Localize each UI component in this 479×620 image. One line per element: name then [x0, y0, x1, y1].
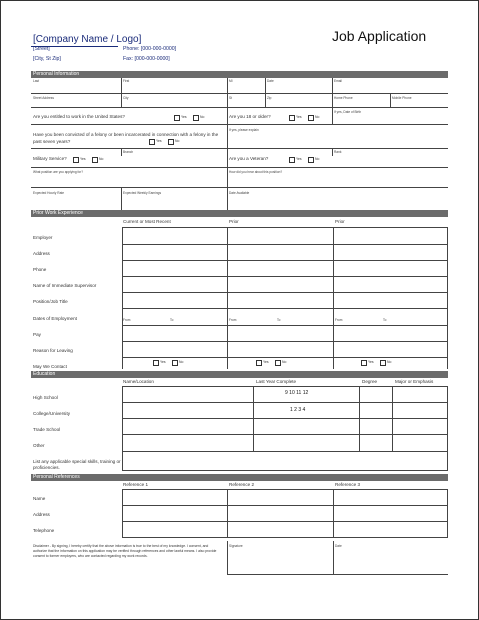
- yes-label: Yes: [368, 360, 374, 364]
- weekly-earnings-label: Expected Weekly Earnings: [123, 191, 162, 195]
- city-state-zip: [City, St Zip]: [33, 56, 61, 62]
- zip-label: Zip: [267, 96, 272, 100]
- col-major: Major or Emphasis: [395, 379, 434, 384]
- skills-label: List any applicable special skills, training or proficiencies.: [33, 459, 121, 470]
- row-phone: Phone: [33, 267, 47, 272]
- to-label: To: [170, 318, 174, 322]
- veteran-question: Are you a Veteran?: [229, 156, 269, 161]
- home-phone-label: Home Phone: [334, 96, 353, 100]
- felony-yes-checkbox[interactable]: [149, 139, 155, 145]
- row-college: College/University: [33, 411, 71, 416]
- phone: Phone: [000-000-0000]: [123, 46, 177, 52]
- position-applying-label: What position are you applying for?: [33, 170, 83, 174]
- from-label: From: [123, 318, 131, 322]
- from-label: From: [229, 318, 237, 322]
- street-address-label: Street Address: [33, 96, 54, 100]
- felony-question: Have you been convicted of a felony or been incarcerated in connection with a felony in the past seven years?: [33, 132, 219, 144]
- section-personal-information: Personal Information: [31, 71, 448, 78]
- contact-3-yes-checkbox[interactable]: [361, 360, 367, 366]
- section-education: Education: [31, 371, 448, 378]
- from-label: From: [335, 318, 343, 322]
- college-years: 1 2 3 4: [290, 407, 306, 413]
- contact-1-yes-checkbox[interactable]: [153, 360, 159, 366]
- ref-row-address: Address: [33, 512, 50, 517]
- to-label: To: [383, 318, 387, 322]
- row-trade-school: Trade School: [33, 427, 61, 432]
- hs-years: 9 10 11 12: [285, 390, 309, 396]
- company-underline: [31, 46, 118, 47]
- row-employer: Employer: [33, 235, 53, 240]
- to-label: To: [277, 318, 281, 322]
- col-prior2-header: Prior: [335, 219, 345, 224]
- footer-date-label: Date: [335, 544, 342, 548]
- yes-label: Yes: [156, 139, 162, 143]
- email-label: Email: [334, 79, 342, 83]
- no-label: No: [179, 360, 184, 364]
- no-label: No: [200, 115, 205, 119]
- row-other: Other: [33, 443, 45, 448]
- col-degree: Degree: [362, 379, 378, 384]
- yes-label: Yes: [296, 157, 302, 161]
- yes-label: Yes: [160, 360, 166, 364]
- section-prior-work-experience: Prior Work Experience: [31, 210, 448, 217]
- veteran-no-checkbox[interactable]: [308, 157, 314, 163]
- work-entitled-question: Are you entitled to work in the United States?: [33, 114, 125, 119]
- last-label: Last: [33, 79, 40, 83]
- col-last-year: Last Year Complete: [256, 379, 297, 384]
- how-heard-label: How did you hear about this position?: [229, 170, 283, 174]
- work-entitled-yes-checkbox[interactable]: [174, 115, 180, 121]
- contact-2-no-checkbox[interactable]: [275, 360, 281, 366]
- work-entitled-no-checkbox[interactable]: [193, 115, 199, 121]
- row-dates: Dates of Employment: [33, 316, 77, 321]
- city-label: City: [123, 96, 129, 100]
- expected-pay-label: Expected Hourly Rate: [33, 191, 65, 195]
- mobile-phone-label: Mobile Phone: [392, 96, 412, 100]
- age-yes-checkbox[interactable]: [289, 115, 295, 121]
- ref-row-name: Name: [33, 496, 46, 501]
- row-address: Address: [33, 251, 50, 256]
- felony-no-checkbox[interactable]: [168, 139, 174, 145]
- yes-label: Yes: [296, 115, 302, 119]
- col-name-location: Name/Location: [123, 379, 154, 384]
- contact-1-no-checkbox[interactable]: [172, 360, 178, 366]
- row-pay: Pay: [33, 332, 41, 337]
- ref-row-telephone: Telephone: [33, 528, 55, 533]
- military-no-checkbox[interactable]: [92, 157, 98, 163]
- date-available-label: Date Available: [229, 191, 250, 195]
- age-no-checkbox[interactable]: [308, 115, 314, 121]
- military-question: Military Service?: [33, 156, 67, 161]
- st-label: St: [229, 96, 233, 100]
- section-personal-references: Personal References: [31, 474, 448, 481]
- col-prior-header: Prior: [229, 219, 239, 224]
- no-label: No: [315, 157, 320, 161]
- first-label: First: [123, 79, 130, 83]
- col-reference-1: Reference 1: [123, 482, 149, 487]
- disclaimer-text: Disclaimer - By signing, I hereby certify that the above information is true to the best of my knowledge. I consent, and authorize that the information on this application may be verified through references and other lawful means. I also provide consent to former employers, who are contacted regarding my work records.: [33, 544, 217, 559]
- date-label: Date: [267, 79, 274, 83]
- col-reference-2: Reference 2: [229, 482, 255, 487]
- col-reference-3: Reference 3: [335, 482, 361, 487]
- no-label: No: [315, 115, 320, 119]
- signature-label: Signature: [229, 544, 243, 548]
- no-label: No: [99, 157, 104, 161]
- no-label: No: [282, 360, 287, 364]
- street: [Street]: [33, 46, 50, 52]
- yes-label: Yes: [263, 360, 269, 364]
- felony-explain-label: If yes, please explain: [229, 128, 259, 132]
- rank-label: Rank: [334, 150, 342, 154]
- yes-label: Yes: [181, 115, 187, 119]
- no-label: No: [175, 139, 180, 143]
- branch-label: Branch: [123, 150, 134, 154]
- row-supervisor: Name of Immediate Supervisor: [33, 283, 97, 288]
- military-yes-checkbox[interactable]: [73, 157, 79, 163]
- row-reason: Reason for Leaving: [33, 348, 73, 353]
- veteran-yes-checkbox[interactable]: [289, 157, 295, 163]
- no-label: No: [387, 360, 392, 364]
- row-position: Position/Job Title: [33, 299, 68, 304]
- contact-2-yes-checkbox[interactable]: [256, 360, 262, 366]
- contact-3-no-checkbox[interactable]: [380, 360, 386, 366]
- company-name: [Company Name / Logo]: [33, 34, 142, 45]
- page-title: Job Application: [332, 28, 427, 44]
- fax: Fax: [000-000-0000]: [123, 56, 170, 62]
- yes-label: Yes: [80, 157, 86, 161]
- row-high-school: High School: [33, 395, 58, 400]
- mi-label: MI: [229, 79, 233, 83]
- col-current-header: Current or Most Recent: [123, 219, 171, 224]
- age-question: Are you 18 or older?: [229, 114, 271, 119]
- dob-label: If yes, Date of Birth: [334, 110, 362, 114]
- row-may-contact: May We Contact: [33, 364, 67, 369]
